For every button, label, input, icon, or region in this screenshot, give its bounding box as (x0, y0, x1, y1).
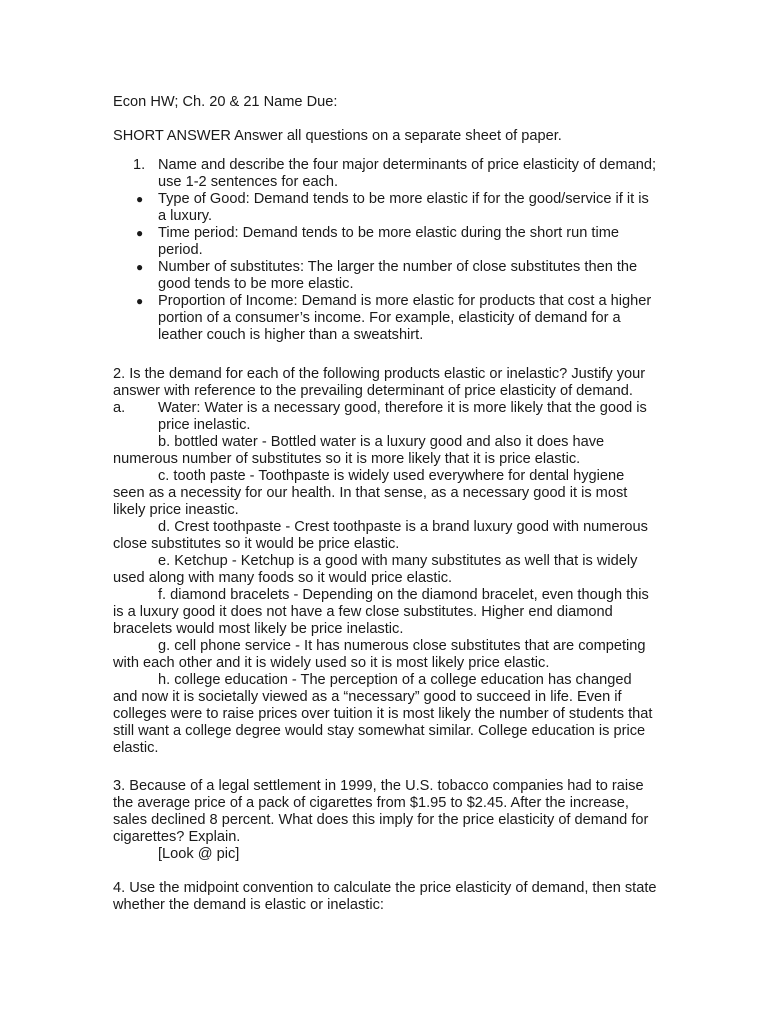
question-2-item-d: d. Crest toothpaste - Crest toothpaste is a brand luxury good with numerous close substitutes so it would be price elastic. (113, 519, 648, 552)
question-3 (113, 778, 658, 863)
item-a-text: Water: Water is a necessary good, therefore it is more likely that the good is price inelastic. (158, 400, 647, 433)
question-3-note: [Look @ pic] (158, 846, 240, 862)
bullet-text: Proportion of Income: Demand is more elastic for products that cost a higher portion of a consumer’s income. For example, elasticity of demand for a leather couch is higher than a sweatshirt. (158, 293, 652, 343)
question-3-prompt: 3. Because of a legal settlement in 1999, the U.S. tobacco companies had to raise the average price of a pack of cigarettes from $1.95 to $2.45. After the increase, sales declined 8 percent. What does this imply for the price elasticity of demand for cigarettes? Explain. (113, 778, 649, 845)
question-1-text: Name and describe the four major determinants of price elasticity of demand; use 1-2 sentences for each. (158, 157, 657, 190)
question-1-list (113, 157, 658, 344)
bullet-proportion-of-income (113, 293, 658, 344)
header-line: Econ HW; Ch. 20 & 21 Name Due: (113, 94, 338, 110)
bullet-dot: ● (136, 260, 144, 274)
bullet-dot: ● (136, 226, 144, 240)
bullet-time-period (113, 225, 658, 259)
question-2-item-a (113, 400, 658, 434)
bullet-dot: ● (136, 192, 144, 206)
item-a-label: a. (113, 400, 126, 416)
question-2-prompt: 2. Is the demand for each of the following products elastic or inelastic? Justify your answer with reference to the prevailing determinant of price elasticity of demand. (113, 366, 646, 399)
question-2-item-h: h. college education - The perception of a college education has changed and now it is societally viewed as a “necessary” good to succeed in life. Even if colleges were to raise prices over tuition it is most likely the number of students that still want a college degree would stay somewhat similar. College education is price elastic. (113, 672, 653, 756)
bullet-text: Time period: Demand tends to be more elastic during the short run time period. (158, 225, 620, 258)
bullet-text: Number of substitutes: The larger the number of close substitutes then the good tends to be more elastic. (158, 259, 638, 292)
bullet-number-of-substitutes (113, 259, 658, 293)
question-2-item-g: g. cell phone service - It has numerous close substitutes that are competing with each other and it is widely used so it is most likely price elastic. (113, 638, 646, 671)
bullet-type-of-good (113, 191, 658, 225)
question-2-item-b: b. bottled water - Bottled water is a luxury good and also it does have numerous number of substitutes so it is more likely that it is price elastic. (113, 434, 605, 467)
instructions: SHORT ANSWER Answer all questions on a separate sheet of paper. (113, 128, 562, 144)
question-4 (113, 880, 658, 914)
question-4-prompt: 4. Use the midpoint convention to calculate the price elasticity of demand, then state whether the demand is elastic or inelastic: (113, 880, 657, 913)
question-1-number: 1. (133, 157, 146, 173)
bullet-dot: ● (136, 294, 144, 308)
question-2-item-e: e. Ketchup - Ketchup is a good with many substitutes as well that is widely used along with many foods so it would price elastic. (113, 553, 638, 586)
question-2 (113, 366, 658, 757)
question-2-item-f: f. diamond bracelets - Depending on the diamond bracelet, even though this is a luxury good it does not have a few close substitutes. Higher end diamond bracelets would most likely be price inelastic. (113, 587, 649, 637)
bullet-text: Type of Good: Demand tends to be more elastic if for the good/service if it is a luxury. (158, 191, 649, 224)
question-2-item-c: c. tooth paste - Toothpaste is widely used everywhere for dental hygiene seen as a necessity for our health. In that sense, as a necessary good it is most likely price ineastic. (113, 468, 628, 518)
question-1 (113, 157, 658, 191)
